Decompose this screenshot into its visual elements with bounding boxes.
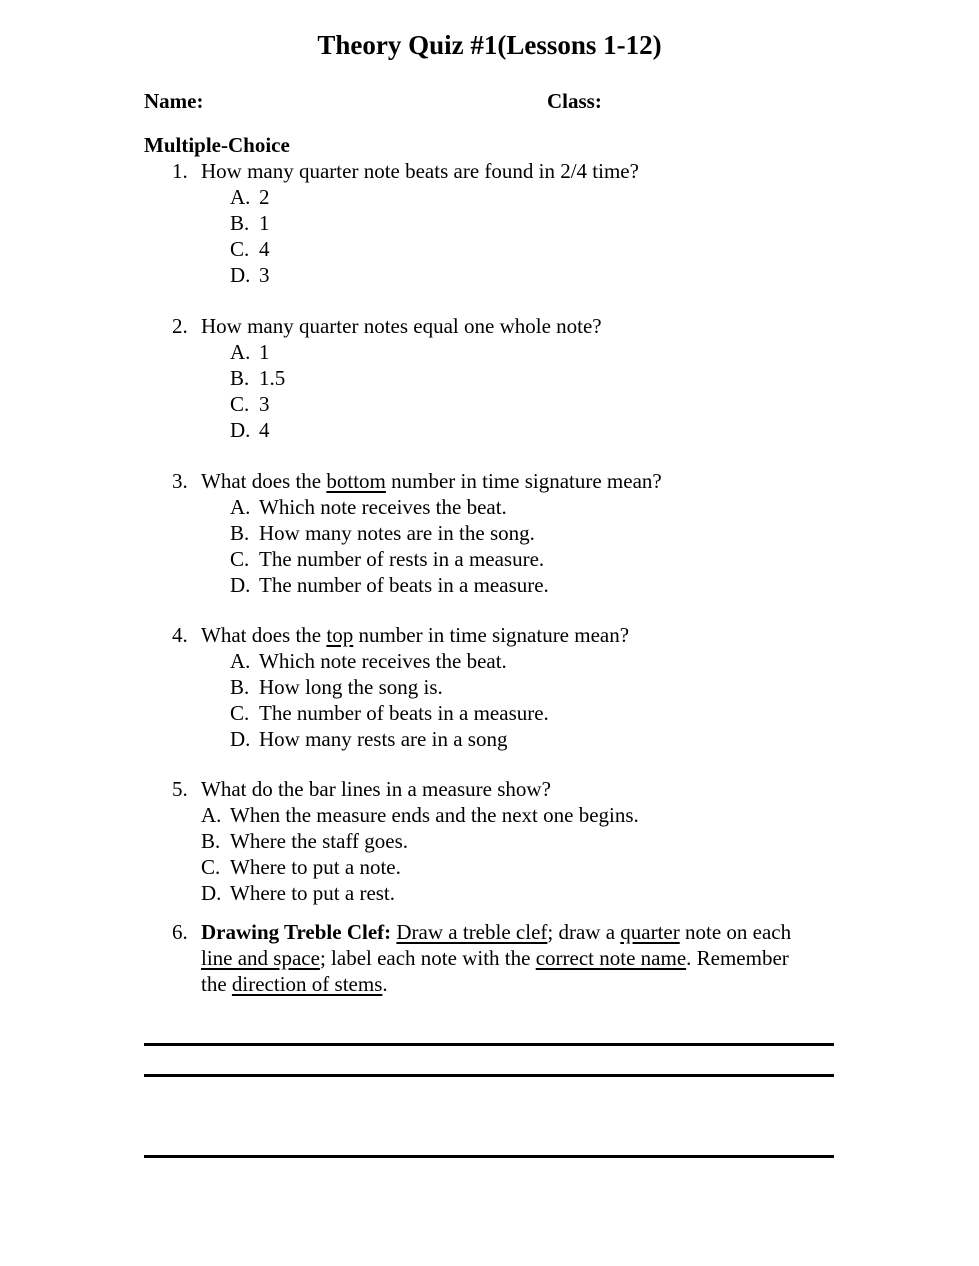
question-text-part: ; label each note with the <box>319 946 536 970</box>
question-text-emphasis: bottom <box>326 469 386 493</box>
question-text: How many quarter note beats are found in 2/4 time? <box>201 159 639 183</box>
option-text: How many notes are in the song. <box>259 521 535 545</box>
question-text: How many quarter notes equal one whole note? <box>201 314 602 338</box>
question-text-line-2 <box>201 946 789 971</box>
option-text: The number of rests in a measure. <box>259 547 545 571</box>
question-text-part: number in time signature mean? <box>353 623 630 647</box>
question-text-part: the <box>201 972 232 996</box>
page-title: Theory Quiz #1(Lessons 1-12) <box>317 30 662 60</box>
option-text: 2 <box>259 185 270 209</box>
option-text: Which note receives the beat. <box>259 495 507 519</box>
question-text-line-3 <box>201 972 388 997</box>
question-text <box>201 623 629 648</box>
question-text-part: What does the <box>201 469 327 493</box>
question-number: 5. <box>172 777 188 801</box>
option-letter: B. <box>230 521 250 545</box>
question-text-emphasis: direction of stems <box>231 972 383 996</box>
option-text: Where to put a note. <box>230 855 401 879</box>
answer-line-3 <box>144 1155 834 1158</box>
section-heading: Multiple-Choice <box>144 133 290 157</box>
question-text-emphasis: Draw a treble clef <box>396 920 548 944</box>
option-text: Where the staff goes. <box>230 829 409 853</box>
option-letter: B. <box>230 366 250 390</box>
option-text: 3 <box>259 392 270 416</box>
answer-line-1 <box>144 1043 834 1046</box>
option-letter: C. <box>230 547 250 571</box>
option-text: The number of beats in a measure. <box>259 701 549 725</box>
question-text-part: note on each <box>679 920 792 944</box>
option-text: 4 <box>259 418 270 442</box>
class-label: Class: <box>547 89 602 113</box>
option-text: 1.5 <box>259 366 286 390</box>
option-text: The number of beats in a measure. <box>259 573 549 597</box>
option-text: 3 <box>259 263 270 287</box>
question-number: 4. <box>172 623 188 647</box>
option-letter: D. <box>230 573 251 597</box>
option-letter: D. <box>230 263 251 287</box>
question-number: 3. <box>172 469 188 493</box>
option-text: How many rests are in a song <box>259 727 508 751</box>
option-text: How long the song is. <box>259 675 443 699</box>
option-letter: D. <box>230 418 251 442</box>
question-text: What do the bar lines in a measure show? <box>201 777 551 801</box>
question-text-line-1 <box>201 920 791 945</box>
question-text-part: number in time signature mean? <box>385 469 662 493</box>
question-number: 2. <box>172 314 188 338</box>
option-letter: D. <box>201 881 222 905</box>
question-text-emphasis: top <box>326 623 354 647</box>
option-letter: C. <box>230 237 250 261</box>
question-text-part: What does the <box>201 623 327 647</box>
option-letter: C. <box>201 855 221 879</box>
option-letter: C. <box>230 701 250 725</box>
question-text-part: ; draw a <box>547 920 621 944</box>
question-number: 1. <box>172 159 188 183</box>
option-letter: A. <box>230 340 251 364</box>
name-label: Name: <box>144 89 204 113</box>
option-text: Where to put a rest. <box>230 881 396 905</box>
answer-line-2 <box>144 1074 834 1077</box>
option-letter: A. <box>230 649 251 673</box>
option-letter: B. <box>230 211 250 235</box>
option-text: 1 <box>259 340 270 364</box>
option-letter: C. <box>230 392 250 416</box>
question-text <box>201 469 662 494</box>
question-text-emphasis: quarter <box>620 920 680 944</box>
option-letter: D. <box>230 727 251 751</box>
option-letter: A. <box>230 495 251 519</box>
option-letter: B. <box>230 675 250 699</box>
option-text: Which note receives the beat. <box>259 649 507 673</box>
option-letter: B. <box>201 829 221 853</box>
question-text-part: . Remember <box>686 946 789 970</box>
question-number: 6. <box>172 920 188 944</box>
option-letter: A. <box>201 803 222 827</box>
option-text: When the measure ends and the next one begins. <box>230 803 639 827</box>
question-text-part: . <box>382 972 388 996</box>
option-text: 4 <box>259 237 270 261</box>
option-text: 1 <box>259 211 270 235</box>
question-text-emphasis: correct note name <box>535 946 687 970</box>
question-bold-label: Drawing Treble Clef: <box>201 920 392 944</box>
option-letter: A. <box>230 185 251 209</box>
question-text-emphasis: line and space <box>201 946 320 970</box>
